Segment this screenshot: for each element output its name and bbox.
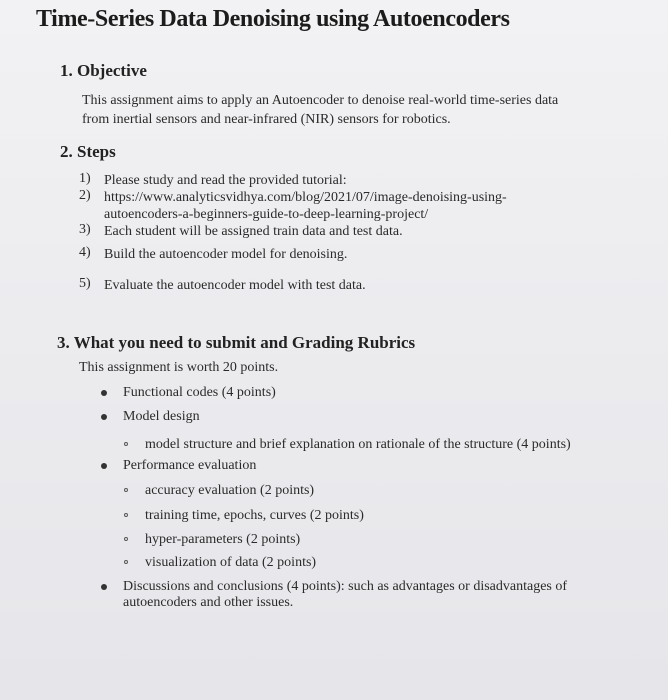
page-title: Time-Series Data Denoising using Autoencoders — [36, 6, 510, 32]
rubric-item: Model design — [123, 409, 200, 424]
objective-text-line2: from inertial sensors and near-infrared (NIR) sensors for robotics. — [82, 112, 451, 127]
step-text: Build the autoencoder model for denoising. — [104, 247, 348, 262]
step-text: Please study and read the provided tutorial: — [104, 173, 347, 188]
rubric-subitem: hyper-parameters (2 points) — [145, 532, 301, 547]
step-number: 4) — [79, 245, 91, 260]
step-text: Each student will be assigned train data and test data. — [104, 224, 403, 239]
tutorial-link-continued[interactable]: autoencoders-a-beginners-guide-to-deep-learning-project/ — [104, 207, 429, 222]
objective-text-line1: This assignment aims to apply an Autoencoder to denoise real-world time-series data — [82, 93, 559, 108]
bullet-icon — [101, 414, 107, 420]
section-submit-heading: 3. What you need to submit and Grading Rubrics — [57, 333, 416, 352]
bullet-icon — [101, 584, 107, 590]
tutorial-link[interactable]: https://www.analyticsvidhya.com/blog/2021/07/image-denoising-using- — [104, 190, 507, 205]
section-steps-heading: 2. Steps — [60, 142, 116, 161]
sub-bullet-icon — [124, 442, 128, 446]
section-objective-heading: 1. Objective — [60, 61, 147, 80]
sub-bullet-icon — [124, 560, 128, 564]
rubric-item: Functional codes (4 points) — [123, 385, 276, 400]
step-number: 2) — [79, 188, 91, 203]
bullet-icon — [101, 390, 107, 396]
rubric-subitem: visualization of data (2 points) — [145, 555, 317, 570]
step-text: Evaluate the autoencoder model with test data. — [104, 278, 366, 293]
bullet-icon — [101, 463, 107, 469]
rubric-item-continued: autoencoders and other issues. — [123, 595, 294, 610]
sub-bullet-icon — [124, 513, 128, 517]
step-number: 1) — [79, 171, 91, 186]
rubric-item: Discussions and conclusions (4 points): such as advantages or disadvantages of — [123, 579, 568, 594]
rubric-item: Performance evaluation — [123, 458, 257, 473]
points-intro: This assignment is worth 20 points. — [79, 360, 279, 375]
rubric-subitem: training time, epochs, curves (2 points) — [145, 508, 364, 523]
step-number: 5) — [79, 276, 91, 291]
rubric-subitem: model structure and brief explanation on rationale of the structure (4 points) — [145, 437, 571, 452]
sub-bullet-icon — [124, 537, 128, 541]
rubric-subitem: accuracy evaluation (2 points) — [145, 483, 315, 498]
step-number: 3) — [79, 222, 91, 237]
sub-bullet-icon — [124, 488, 128, 492]
